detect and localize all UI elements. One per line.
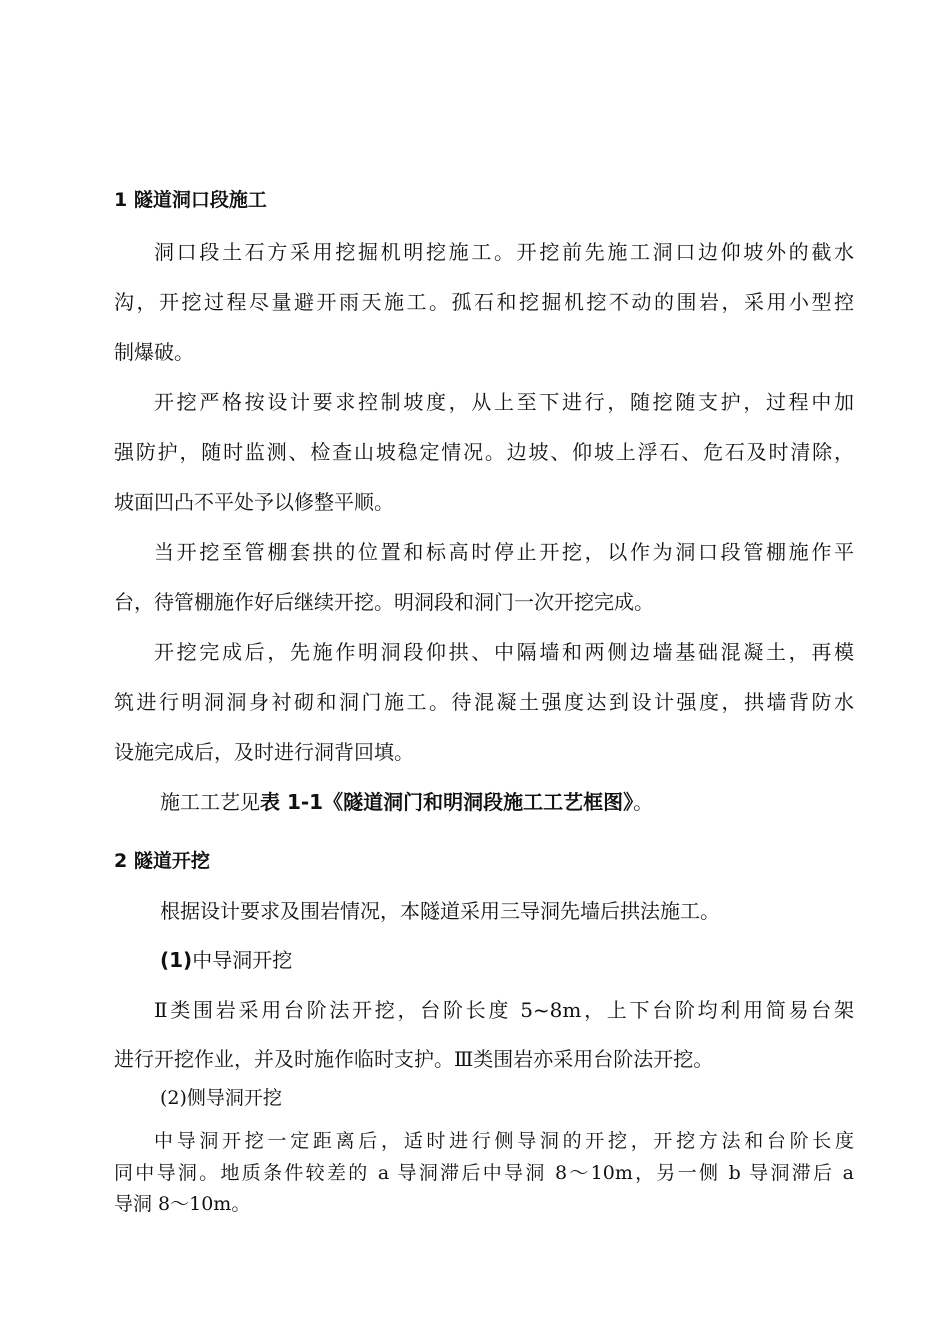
section-2-intro: 根据设计要求及围岩情况，本隧道采用三导洞先墙后拱法施工。 [160,899,720,923]
paragraph-line: 制爆破。 [114,340,194,364]
table-reference: 表 1-1《隧道洞门和明洞段施工工艺框图》 [260,790,634,814]
reference-suffix: 。 [633,790,654,814]
section-1-heading: 1 隧道洞口段施工 [114,189,267,211]
reference-prefix: 施工工艺见 [160,790,260,814]
paragraph-line: 台，待管棚施作好后继续开挖。明洞段和洞门一次开挖完成。 [114,590,654,614]
paragraph-line: 导洞 8～10m。 [114,1193,251,1215]
subsection-1-heading [160,947,292,973]
subsection-1-number: (1) [160,948,193,972]
process-reference-line [160,789,653,815]
paragraph-line: 沟，开挖过程尽量避开雨天施工。孤石和挖掘机挖不动的围岩，采用小型控 [114,290,854,314]
section-2-heading: 2 隧道开挖 [114,850,210,872]
paragraph-line: 当开挖至管棚套拱的位置和标高时停止开挖，以作为洞口段管棚施作平 [154,540,854,564]
paragraph-line: 坡面凹凸不平处予以修整平顺。 [114,490,394,514]
paragraph-line: Ⅱ类围岩采用台阶法开挖，台阶长度 5~8m，上下台阶均利用简易台架 [154,998,854,1022]
subsection-1-title: 中导洞开挖 [192,948,293,972]
paragraph-line: 强防护，随时监测、检查山坡稳定情况。边坡、仰坡上浮石、危石及时清除， [114,440,854,464]
paragraph-line: 进行开挖作业，并及时施作临时支护。Ⅲ类围岩亦采用台阶法开挖。 [114,1047,714,1071]
paragraph-line: 开挖严格按设计要求控制坡度，从上至下进行，随挖随支护，过程中加 [154,390,854,414]
paragraph-line: 设施完成后，及时进行洞背回填。 [114,740,414,764]
subsection-2-heading: (2)侧导洞开挖 [160,1087,282,1109]
paragraph-line: 中导洞开挖一定距离后，适时进行侧导洞的开挖，开挖方法和台阶长度 [154,1130,854,1152]
paragraph-line: 筑进行明洞洞身衬砌和洞门施工。待混凝土强度达到设计强度，拱墙背防水 [114,690,854,714]
paragraph-line: 洞口段土石方采用挖掘机明挖施工。开挖前先施工洞口边仰坡外的截水 [154,240,854,264]
paragraph-line: 同中导洞。地质条件较差的 a 导洞滞后中导洞 8～10m，另一侧 b 导洞滞后 a [114,1162,854,1184]
paragraph-line: 开挖完成后，先施作明洞段仰拱、中隔墙和两侧边墙基础混凝土，再模 [154,640,854,664]
